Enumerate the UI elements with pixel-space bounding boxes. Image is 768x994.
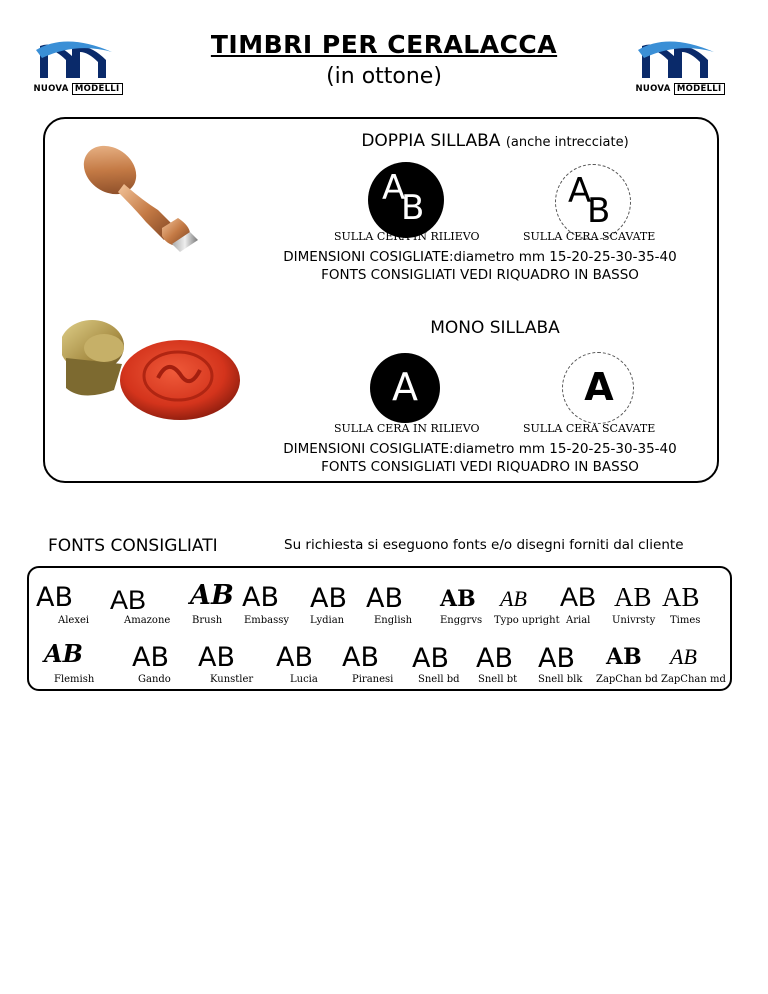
font-sample-gando: AB: [132, 642, 169, 673]
double-caption-engrave: SULLA CERA SCAVATE: [523, 230, 656, 243]
font-sample-english: AB: [366, 583, 403, 614]
mono-emboss-stamp: A: [370, 353, 440, 423]
font-sample-enggrvs: AB: [440, 586, 476, 612]
font-sample-arial: AB: [560, 582, 597, 612]
font-sample-brush: AB: [190, 580, 234, 611]
font-name-univrsty: Univrsty: [612, 615, 656, 626]
company-logo-left: NUOVA MODELLI: [26, 38, 130, 94]
font-name-flemish: Flemish: [54, 674, 95, 685]
mono-section-title: MONO SILLABA: [430, 318, 560, 338]
font-sample-lydian: AB: [310, 583, 347, 614]
mono-engrave-stamp: A: [562, 352, 634, 424]
font-sample-zapchan-md: AB: [670, 644, 697, 669]
font-sample-typo-upright: AB: [500, 586, 527, 611]
font-name-alexei: Alexei: [58, 615, 90, 626]
double-dimensions: DIMENSIONI COSIGLIATE:diametro mm 15-20-25-30-35-40: [283, 249, 677, 265]
font-sample-lucia: AB: [276, 642, 313, 673]
mono-caption-engrave: SULLA CERA SCAVATE: [523, 422, 656, 435]
font-sample-zapchan-bd: AB: [606, 644, 642, 670]
font-sample-alexei: AB: [36, 582, 73, 613]
company-logo-right: NUOVA MODELLI: [628, 38, 732, 94]
font-sample-kunstler: AB: [198, 642, 235, 673]
font-sample-snell-blk: AB: [538, 643, 575, 674]
font-name-zapchan-md: ZapChan md: [661, 674, 726, 685]
font-name-typo-upright: Typo upright: [494, 615, 560, 626]
font-name-english: English: [374, 615, 413, 626]
double-fonts-ref: FONTS CONSIGLIATI VEDI RIQUADRO IN BASSO: [321, 267, 639, 283]
font-name-snell-bt: Snell bt: [478, 674, 518, 685]
font-name-gando: Gando: [138, 674, 171, 685]
mono-caption-emboss: SULLA CERA IN RILIEVO: [334, 422, 480, 435]
fonts-section-title: FONTS CONSIGLIATI: [48, 536, 218, 556]
font-name-embassy: Embassy: [244, 615, 290, 626]
font-sample-univrsty: AB: [614, 582, 652, 612]
font-sample-times: AB: [662, 582, 700, 612]
font-sample-embassy: AB: [242, 582, 279, 613]
font-name-snell-bd: Snell bd: [418, 674, 460, 685]
font-sample-snell-bd: AB: [412, 643, 449, 674]
font-name-lucia: Lucia: [290, 674, 318, 685]
page-title: TIMBRI PER CERALACCA: [210, 30, 558, 59]
font-name-kunstler: Kunstler: [210, 674, 254, 685]
font-name-zapchan-bd: ZapChan bd: [596, 674, 658, 685]
double-engrave-stamp: A B: [555, 164, 631, 240]
font-name-arial: Arial: [566, 615, 591, 626]
mono-fonts-ref: FONTS CONSIGLIATI VEDI RIQUADRO IN BASSO: [321, 459, 639, 475]
mono-dimensions: DIMENSIONI COSIGLIATE:diametro mm 15-20-25-30-35-40: [283, 441, 677, 457]
font-sample-amazone: AB: [110, 585, 147, 615]
font-name-snell-blk: Snell blk: [538, 674, 583, 685]
font-sample-flemish: AB: [44, 639, 83, 668]
wooden-stamp-image: [72, 140, 212, 255]
fonts-note: Su richiesta si eseguono fonts e/o disegni forniti dal cliente: [284, 537, 684, 553]
font-name-piranesi: Piranesi: [352, 674, 394, 685]
font-name-lydian: Lydian: [310, 615, 345, 626]
double-emboss-stamp: A B: [368, 162, 444, 238]
wax-seal-image: [62, 318, 242, 423]
double-section-title: DOPPIA SILLABA (anche intrecciate): [361, 131, 629, 151]
font-name-enggrvs: Enggrvs: [440, 615, 483, 626]
double-caption-emboss: SULLA CERA IN RILIEVO: [334, 230, 480, 243]
page-subtitle: (in ottone): [326, 64, 442, 89]
font-name-times: Times: [670, 615, 701, 626]
font-sample-piranesi: AB: [342, 642, 379, 673]
font-name-brush: Brush: [192, 615, 223, 626]
font-name-amazone: Amazone: [124, 615, 171, 626]
font-sample-snell-bt: AB: [476, 643, 513, 674]
